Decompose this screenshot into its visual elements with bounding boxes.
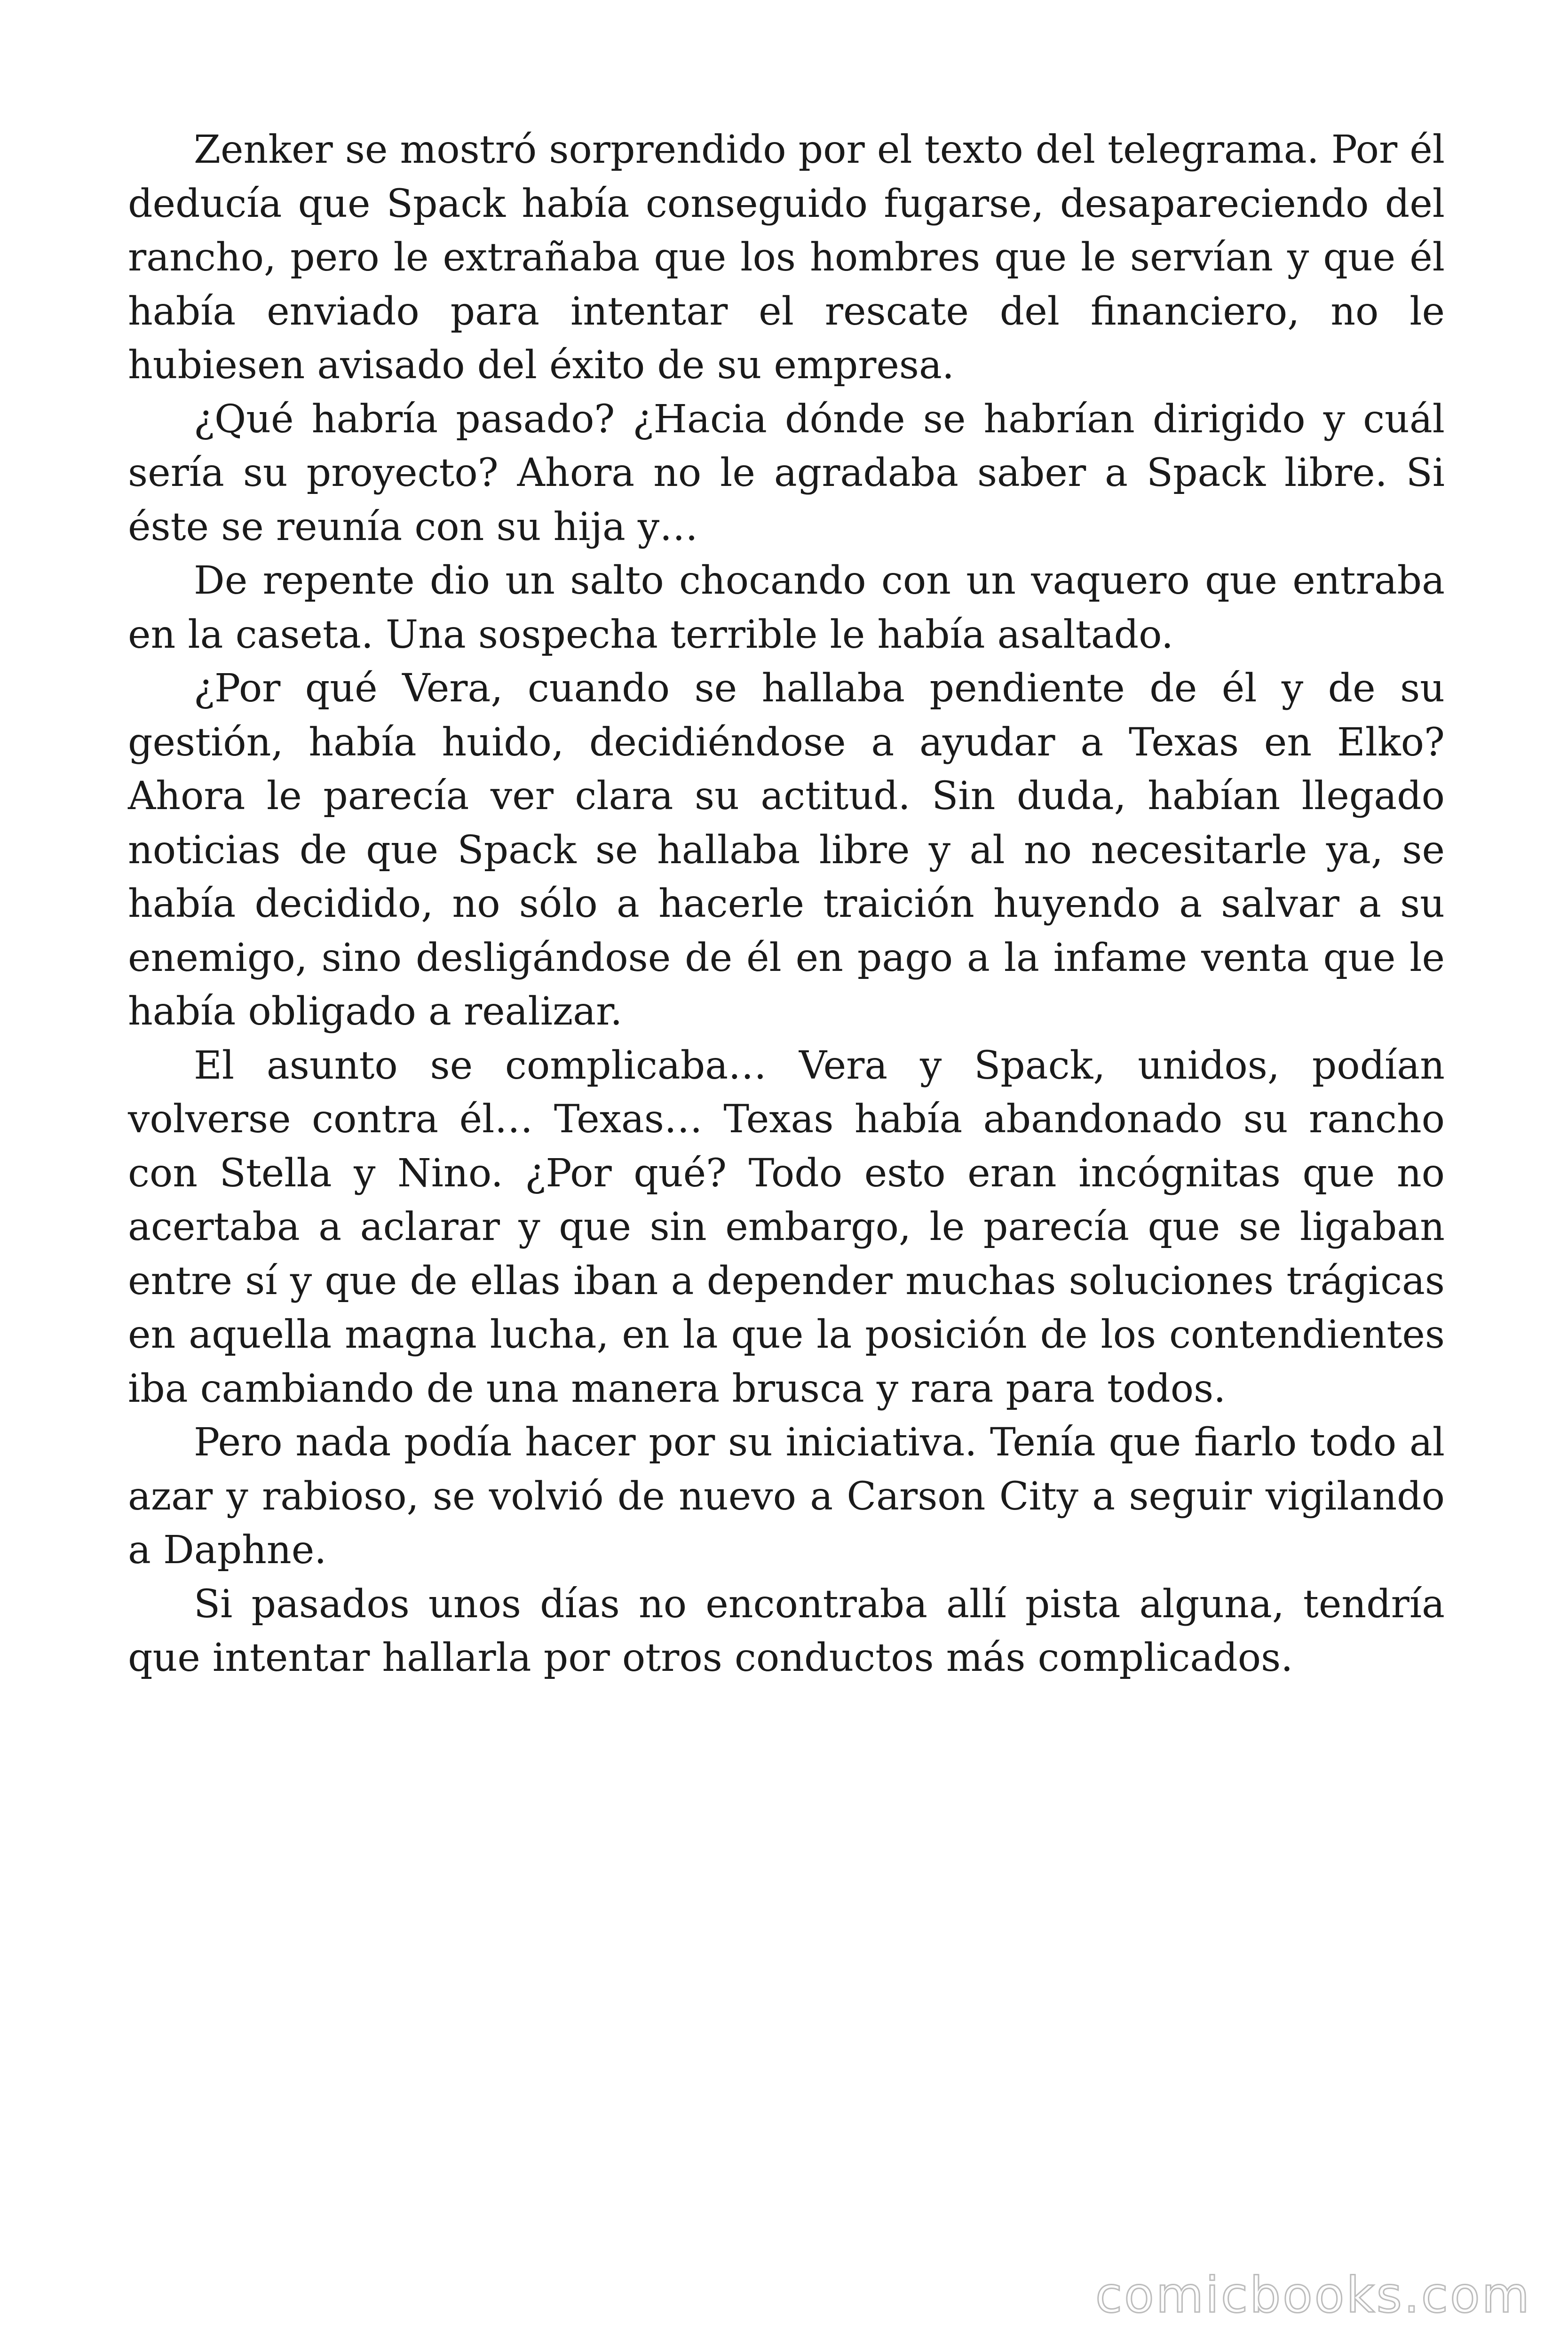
watermark-text: comicbooks.com	[1095, 2266, 1531, 2324]
paragraph-2: ¿Qué habría pasado? ¿Hacia dónde se habrían dirigido y cuál sería su proyecto? Ahora no le agradaba saber a Spack libre. Si éste se reunía con su hija y…	[128, 397, 1445, 549]
paragraph-7: Si pasados unos días no encontraba allí pista alguna, tendría que intentar hallarla por otros conductos más complicados.	[128, 1581, 1445, 1680]
paragraph-3: De repente dio un salto chocando con un vaquero que entraba en la caseta. Una sospecha terrible le había asaltado.	[128, 558, 1445, 657]
paragraph-1: Zenker se mostró sorprendido por el texto del telegrama. Por él deducía que Spack había conseguido fugarse, desapareciendo del rancho, pero le extrañaba que los hombres que le servían y que él había enviado para intentar el rescate del financiero, no le hubiesen avisado del éxito de su empresa.	[128, 127, 1445, 388]
paragraph-4: ¿Por qué Vera, cuando se hallaba pendiente de él y de su gestión, había huido, decidiéndose a ayudar a Texas en Elko? Ahora le parecía ver clara su actitud. Sin duda, habían llegado noticias de que Spack se hallaba libre y al no necesitarle ya, se había decidido, no sólo a hacerle traición huyendo a salvar a su enemigo, sino desligándose de él en pago a la infame venta que le había obligado a realizar.	[128, 666, 1445, 1034]
paragraph-6: Pero nada podía hacer por su iniciativa. Tenía que fiarlo todo al azar y rabioso, se volvió de nuevo a Carson City a seguir vigilando a Daphne.	[128, 1420, 1445, 1573]
paragraph-5: El asunto se complicaba… Vera y Spack, unidos, podían volverse contra él… Texas… Texas había abandonado su rancho con Stella y Nino. ¿Por qué? Todo esto eran incógnitas que no acertaba a aclarar y que sin embargo, le parecía que se ligaban entre sí y que de ellas iban a depender muchas soluciones trágicas en aquella magna lucha, en la que la posición de los contendientes iba cambiando de una manera brusca y rara para todos.	[128, 1043, 1445, 1411]
page-text	[128, 123, 1445, 1685]
